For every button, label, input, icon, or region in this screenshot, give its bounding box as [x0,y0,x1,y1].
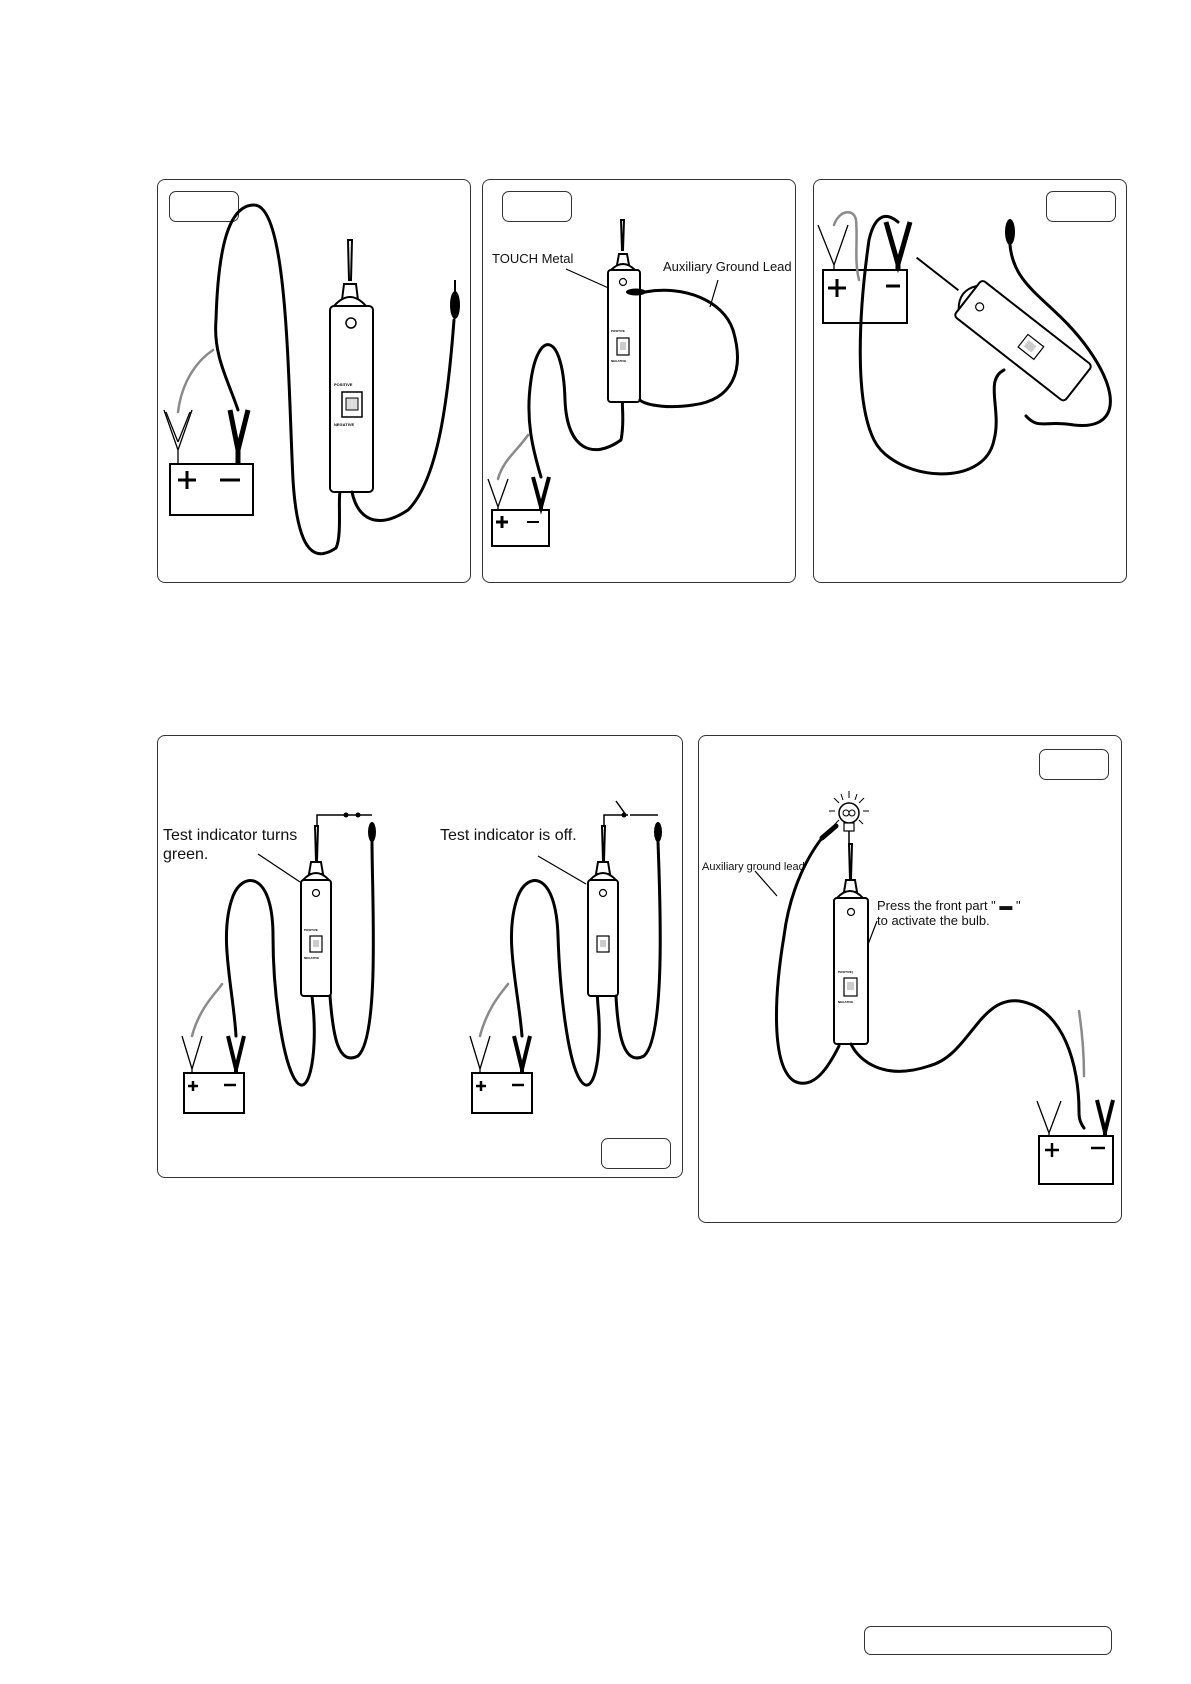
indicator-led-a [346,318,356,328]
battery-e [1039,1136,1113,1184]
press-line-2: to activate the bulb. [877,913,990,928]
probe-tip-a [348,240,352,280]
svg-text:POSITIVE]: POSITIVE] [838,970,853,974]
probe-diagram-b [483,180,797,584]
caption-line-2: green. [163,846,209,863]
probe-diagram-c [814,180,1128,584]
test-indicator-off-caption: Test indicator is off. [440,827,577,844]
figure-panel-d [157,735,683,1178]
figure-panel-a [157,179,471,583]
indicator-led-green [313,890,320,897]
svg-text:NEGATIVE: NEGATIVE [334,422,355,427]
battery-d-right [472,1073,532,1113]
figure-panel-b [482,179,796,583]
svg-text:NEGATIVE: NEGATIVE [611,359,627,363]
svg-text:POSITIVE: POSITIVE [611,329,625,333]
alligator-clip-e [822,826,836,838]
touch-metal-label: TOUCH Metal [492,251,574,266]
indicator-led-off [600,890,607,897]
probe-diagram-a [158,180,472,584]
svg-text:POSITIVE: POSITIVE [334,382,353,387]
alligator-clip-a [450,291,460,319]
alligator-clip-d-left [368,822,376,842]
battery-a [170,464,253,515]
alligator-clip-c [1005,219,1015,245]
caption-line-1: Test indicator turns [163,827,298,844]
black-clamp-a [230,410,248,464]
alligator-clip-b [626,289,646,296]
probe-diagram-d [158,736,684,1179]
auxiliary-ground-lead-caption: Auxiliary ground lead [702,861,805,873]
svg-text:POSITIVE: POSITIVE [304,928,318,932]
footer-label-box [864,1626,1112,1655]
figure-panel-c [813,179,1127,583]
svg-text:NEGATIVE: NEGATIVE [838,1000,854,1004]
alligator-clip-d-right [654,822,662,842]
press-line-1: Press the front part " ▬ " [877,898,1021,913]
figure-panel-e [698,735,1122,1223]
probe-diagram-e [699,736,1123,1224]
auxiliary-ground-lead-label: Auxiliary Ground Lead [663,259,792,274]
battery-d-left [184,1073,244,1113]
svg-text:NEGATIVE: NEGATIVE [304,956,320,960]
